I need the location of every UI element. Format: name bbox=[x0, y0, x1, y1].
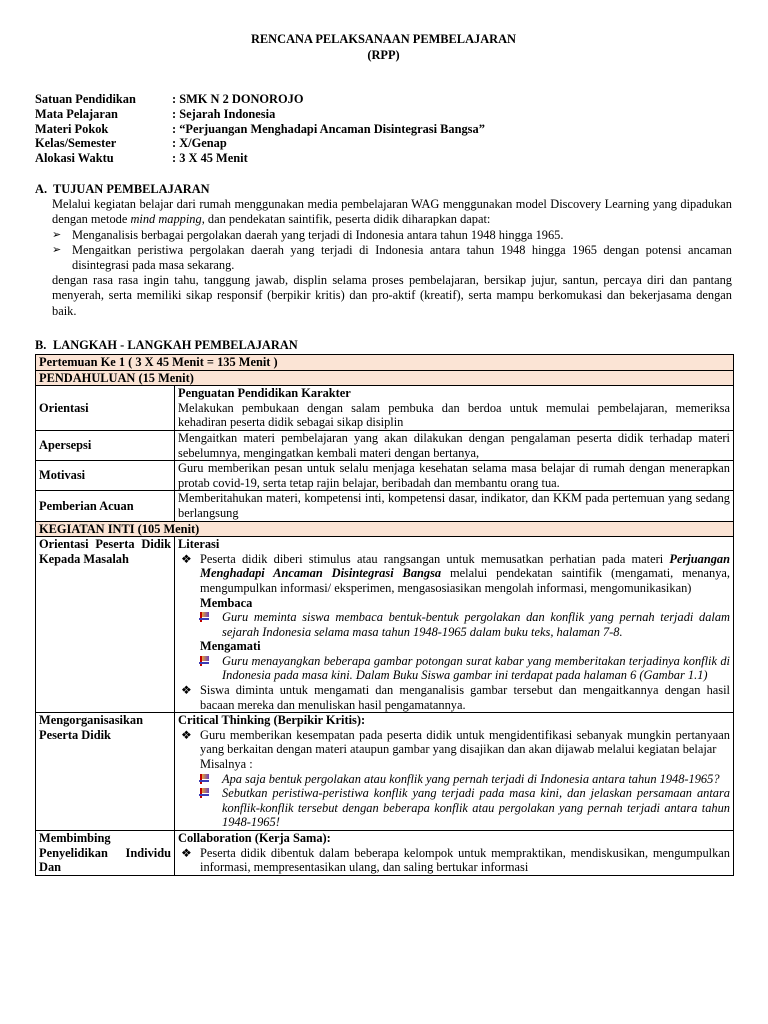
row-label: Orientasi bbox=[36, 386, 175, 431]
section-title: LANGKAH - LANGKAH PEMBELAJARAN bbox=[53, 337, 298, 352]
intro-text: Melalui kegiatan belajar dari rumah menggunakan media pembelajaran WAG menggunakan model Discovery Learning yang dipadukan dengan metode bbox=[52, 197, 732, 227]
flag-bullet-icon bbox=[200, 786, 222, 830]
list-item bbox=[200, 772, 730, 787]
four-diamond-bullet-icon: ❖ bbox=[181, 551, 192, 566]
row-label: Motivasi bbox=[36, 461, 175, 491]
four-diamond-bullet-icon: ❖ bbox=[181, 683, 192, 698]
section-number: B. bbox=[35, 337, 47, 352]
section-number: A. bbox=[35, 181, 48, 196]
identity-value: : X/Genap bbox=[172, 136, 227, 151]
identity-row bbox=[35, 136, 732, 151]
flag-bullet-icon bbox=[200, 772, 222, 787]
four-diamond-bullet-icon: ❖ bbox=[181, 845, 192, 860]
objective-text: Menganalisis berbagai pergolakan daerah yang terjadi di Indonesia antara tahun 1948 hingga 1965. bbox=[72, 227, 564, 242]
list-text bbox=[200, 552, 730, 596]
table-row bbox=[36, 831, 734, 876]
table-row bbox=[36, 713, 734, 831]
identity-key: Kelas/Semester bbox=[35, 136, 117, 151]
row-content: Guru memberikan pesan untuk selalu menjaga kesehatan selama masa belajar di rumah dengan menerapkan protab covid-19, serta tetap rajin belajar, beribadah dan membantu orang tua. bbox=[175, 461, 734, 491]
arrow-bullet-icon: ➢ bbox=[52, 228, 62, 241]
table-row bbox=[36, 521, 734, 537]
identity-row bbox=[35, 122, 732, 137]
table-row bbox=[36, 430, 734, 460]
content-text: Melakukan pembukaan dengan salam pembuka dan berdoa untuk memulai pembelajaran, memeriksa kehadiran peserta didik sebagai sikap disiplin bbox=[178, 400, 730, 430]
learning-steps-table bbox=[35, 354, 734, 876]
four-diamond-bullet-icon: ❖ bbox=[181, 727, 192, 742]
list-item bbox=[200, 610, 730, 639]
list-item bbox=[178, 728, 730, 757]
list-text: Apa saja bentuk pergolakan atau konflik yang pernah terjadi di Indonesia antara tahun 1948-1965? bbox=[222, 771, 720, 786]
sub-heading: Mengamati bbox=[200, 639, 261, 654]
sub-heading: Membaca bbox=[200, 595, 253, 610]
section-title: TUJUAN PEMBELAJARAN bbox=[53, 181, 210, 196]
identity-row bbox=[35, 92, 732, 107]
list-item bbox=[178, 552, 730, 596]
content-heading: Penguatan Pendidikan Karakter bbox=[178, 386, 351, 401]
list-text: Guru menayangkan beberapa gambar potongan surat kabar yang memberitakan terjadinya konflik di Indonesia pada masa kini. Dalam Buku Siswa gambar ini terdapat pada halaman 6 (Gambar 1.1) bbox=[222, 653, 730, 683]
sub-section bbox=[178, 757, 730, 830]
identity-key: Alokasi Waktu bbox=[35, 151, 114, 166]
intro-text: , dan pendekatan saintifik, peserta didik diharapkan dapat: bbox=[201, 212, 491, 227]
identity-row bbox=[35, 107, 732, 122]
section-a-body bbox=[35, 197, 732, 319]
list-item bbox=[200, 654, 730, 683]
table-row bbox=[36, 386, 734, 431]
list-item bbox=[178, 846, 730, 875]
table-row bbox=[36, 537, 734, 713]
identity-key: Mata Pelajaran bbox=[35, 106, 118, 121]
identity-value: : “Perjuangan Menghadapi Ancaman Disintegrasi Bangsa” bbox=[172, 121, 485, 136]
flag-bullet-icon bbox=[200, 610, 222, 639]
identity-value: : 3 X 45 Menit bbox=[172, 151, 248, 166]
row-label: Orientasi Peserta Didik Kepada Masalah bbox=[36, 537, 175, 713]
row-content bbox=[175, 537, 734, 713]
identity-table bbox=[35, 92, 732, 166]
row-label: Mengorganisasikan Peserta Didik bbox=[36, 713, 175, 831]
identity-key: Satuan Pendidikan bbox=[35, 92, 136, 106]
section-a-heading bbox=[35, 182, 732, 197]
section-a-intro bbox=[52, 197, 732, 227]
list-text: Sebutkan peristiwa-peristiwa konflik yang terjadi pada masa kini, dan jelaskan persamaan antara konflik-konflik tersebut dengan beberapa konflik atau pergolakan yang pernah terjadi antara tahun 1948-1965! bbox=[222, 786, 730, 830]
content-heading: Literasi bbox=[178, 537, 220, 552]
row-label: Membimbing Penyelidikan Individu Dan bbox=[36, 831, 175, 876]
section-b-heading bbox=[35, 338, 732, 353]
row-label: Pemberian Acuan bbox=[36, 491, 175, 521]
objective-item bbox=[52, 243, 732, 273]
meeting-cell: Pertemuan Ke 1 ( 3 X 45 Menit = 135 Menit ) bbox=[36, 355, 734, 371]
text-run: Peserta didik diberi stimulus atau rangsangan untuk memusatkan perhatian pada materi bbox=[200, 551, 670, 566]
identity-row bbox=[35, 151, 732, 166]
row-content: Mengaitkan materi pembelajaran yang akan dilakukan dengan pengalaman peserta didik terhadap materi sebelumnya, mengingatkan kembali materi dengan bertanya, bbox=[175, 430, 734, 460]
text-emphasis: Perjuangan Menghadapi Ancaman Disintegrasi Bangsa bbox=[200, 551, 730, 581]
list-item bbox=[200, 786, 730, 830]
objective-item bbox=[52, 228, 732, 243]
sub-section bbox=[178, 596, 730, 684]
list-text: Guru memberikan kesempatan pada peserta didik untuk mengidentifikasi sebanyak mungkin pertanyaan yang berkaitan dengan materi ataupun gambar yang disajikan dan akan dijawab melalui kegiatan belajar bbox=[200, 727, 730, 757]
table-row bbox=[36, 461, 734, 491]
list-text: Siswa diminta untuk mengamati dan menganalisis gambar tersebut dan mengaitkannya dengan hasil bacaan mereka dan menuliskan hasil pengamatannya. bbox=[200, 683, 730, 712]
pendahuluan-cell: PENDAHULUAN (15 Menit) bbox=[36, 370, 734, 386]
list-item bbox=[178, 683, 730, 712]
list-text: Peserta didik dibentuk dalam beberapa kelompok untuk mempraktikan, mendiskusikan, mengumpulkan informasi, mempresentasikan ulang, dan saling bertukar informasi bbox=[200, 845, 730, 875]
intro-emphasis: mind mapping bbox=[130, 212, 202, 227]
row-content bbox=[175, 386, 734, 431]
row-content bbox=[175, 713, 734, 831]
doc-subtitle: (RPP) bbox=[367, 48, 400, 62]
table-row bbox=[36, 491, 734, 521]
identity-value: : Sejarah Indonesia bbox=[172, 106, 276, 121]
table-row bbox=[36, 370, 734, 386]
content-heading: Collaboration (Kerja Sama): bbox=[178, 831, 331, 846]
text-run: melalui pendekatan saintifik (mengamati, menanya, mengumpulkan informasi/ eksperimen, mengasosiasikan mengolah informasi, mengomunikasikan) bbox=[200, 566, 730, 595]
doc-title: RENCANA PELAKSANAAN PEMBELAJARAN bbox=[250, 32, 517, 46]
content-heading: Critical Thinking (Berpikir Kritis): bbox=[178, 713, 366, 728]
objective-text: Mengaitkan peristiwa pergolakan daerah yang terjadi di Indonesia antara tahun 1948 hingga 1965 dengan potensi ancaman disintegrasi pada masa sekarang. bbox=[72, 242, 732, 272]
row-content bbox=[175, 831, 734, 876]
row-content: Memberitahukan materi, kompetensi inti, kompetensi dasar, indikator, dan KKM pada pertemuan yang sedang berlangsung bbox=[175, 491, 734, 521]
table-row bbox=[36, 355, 734, 371]
flag-bullet-icon bbox=[200, 654, 222, 683]
inti-cell: KEGIATAN INTI (105 Menit) bbox=[36, 521, 734, 537]
row-label: Apersepsi bbox=[36, 430, 175, 460]
identity-key: Materi Pokok bbox=[35, 121, 109, 136]
identity-value: : SMK N 2 DONOROJO bbox=[172, 92, 304, 106]
title-block bbox=[35, 0, 732, 63]
section-a-closing: dengan rasa rasa ingin tahu, tanggung jawab, displin selama proses pembelajaran, bersikap jujur, santun, percaya diri dan pantang menyerah, serta memiliki sikap responsif (berpikir kritis) dan pro-aktif (kreatif), serta mampu berkomukasi dan bekerjasama dengan baik. bbox=[52, 273, 732, 318]
arrow-bullet-icon: ➢ bbox=[52, 243, 62, 256]
list-text: Guru meminta siswa membaca bentuk-bentuk pergolakan dan konflik yang pernah terjadi dalam sejarah Indonesia selama masa tahun 1948-1965 dalam buku teks, halaman 7-8. bbox=[222, 610, 730, 639]
sub-label: Misalnya : bbox=[200, 757, 253, 772]
